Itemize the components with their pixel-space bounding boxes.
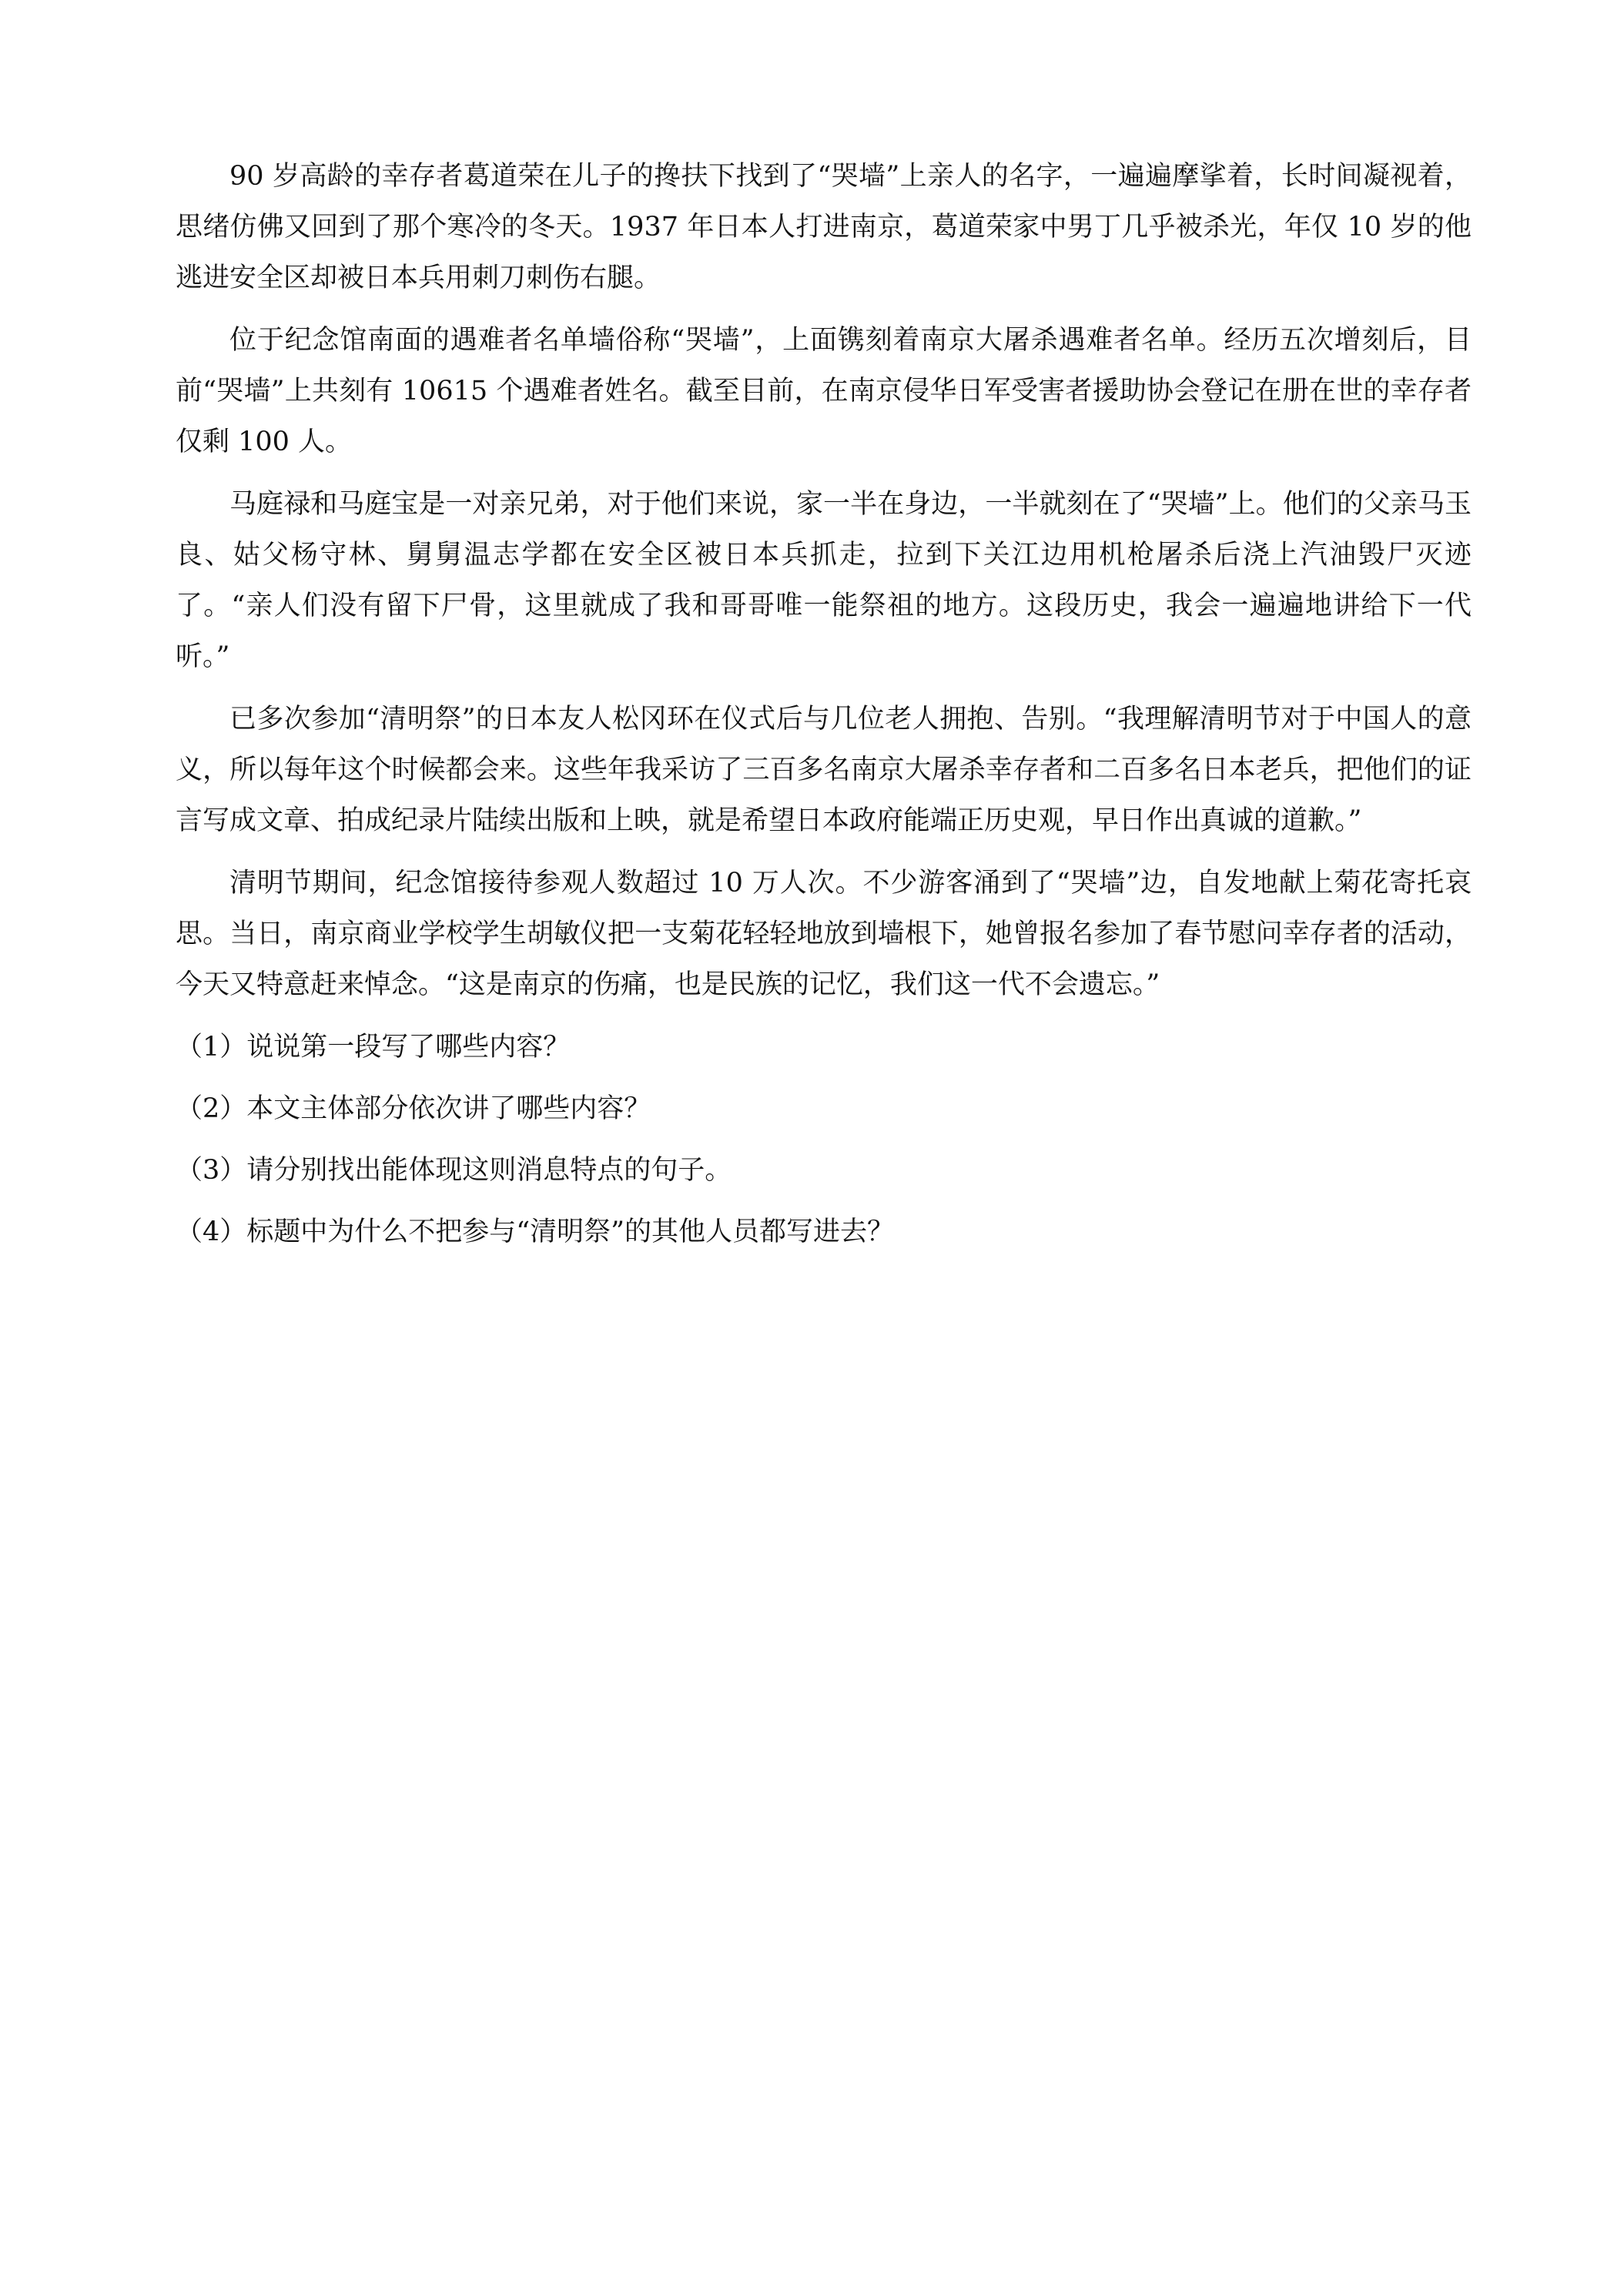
article-body [176, 151, 1472, 1010]
question-1: （1）说说第一段写了哪些内容？ [176, 1032, 571, 1063]
paragraph-2: 位于纪念馆南面的遇难者名单墙俗称“哭墙”，上面镌刻着南京大屠杀遇难者名单。经历五次增刻后，目前“哭墙”上共刻有 10615 个遇难者姓名。截至目前，在南京侵华日军受害者援助协会登记在册在世的幸存者仅剩 100 人。 [176, 325, 1472, 457]
question-2: （2）本文主体部分依次讲了哪些内容？ [176, 1093, 651, 1124]
paragraph-4: 已多次参加“清明祭”的日本友人松冈环在仪式后与几位老人拥抱、告别。“我理解清明节对于中国人的意义，所以每年这个时候都会来。这些年我采访了三百多名南京大屠杀幸存者和二百多名日本老兵，把他们的证言写成文章、拍成纪录片陆续出版和上映，就是希望日本政府能端正历史观，早日作出真诚的道歉。” [176, 704, 1472, 836]
question-4: （4）标题中为什么不把参与“清明祭”的其他人员都写进去？ [176, 1217, 895, 1247]
question-list [176, 1022, 1472, 1257]
paragraph-3: 马庭禄和马庭宝是一对亲兄弟，对于他们来说，家一半在身边，一半就刻在了“哭墙”上。他们的父亲马玉良、姑父杨守林、舅舅温志学都在安全区被日本兵抓走，拉到下关江边用机枪屠杀后浇上汽油毁尸灭迹了。“亲人们没有留下尸骨，这里就成了我和哥哥唯一能祭祖的地方。这段历史，我会一遍遍地讲给下一代听。” [176, 489, 1472, 672]
question-3: （3）请分别找出能体现这则消息特点的句子。 [176, 1155, 732, 1186]
paragraph-5: 清明节期间，纪念馆接待参观人数超过 10 万人次。不少游客涌到了“哭墙”边，自发地献上菊花寄托哀思。当日，南京商业学校学生胡敏仪把一支菊花轻轻地放到墙根下，她曾报名参加了春节慰问幸存者的活动，今天又特意赶来悼念。“这是南京的伤痛，也是民族的记忆，我们这一代不会遗忘。” [176, 868, 1472, 1000]
paragraph-1: 90 岁高龄的幸存者葛道荣在儿子的搀扶下找到了“哭墙”上亲人的名字，一遍遍摩挲着，长时间凝视着，思绪仿佛又回到了那个寒冷的冬天。1937 年日本人打进南京，葛道荣家中男丁几乎被杀光，年仅 10 岁的他逃进安全区却被日本兵用刺刀刺伤右腿。 [176, 161, 1472, 293]
